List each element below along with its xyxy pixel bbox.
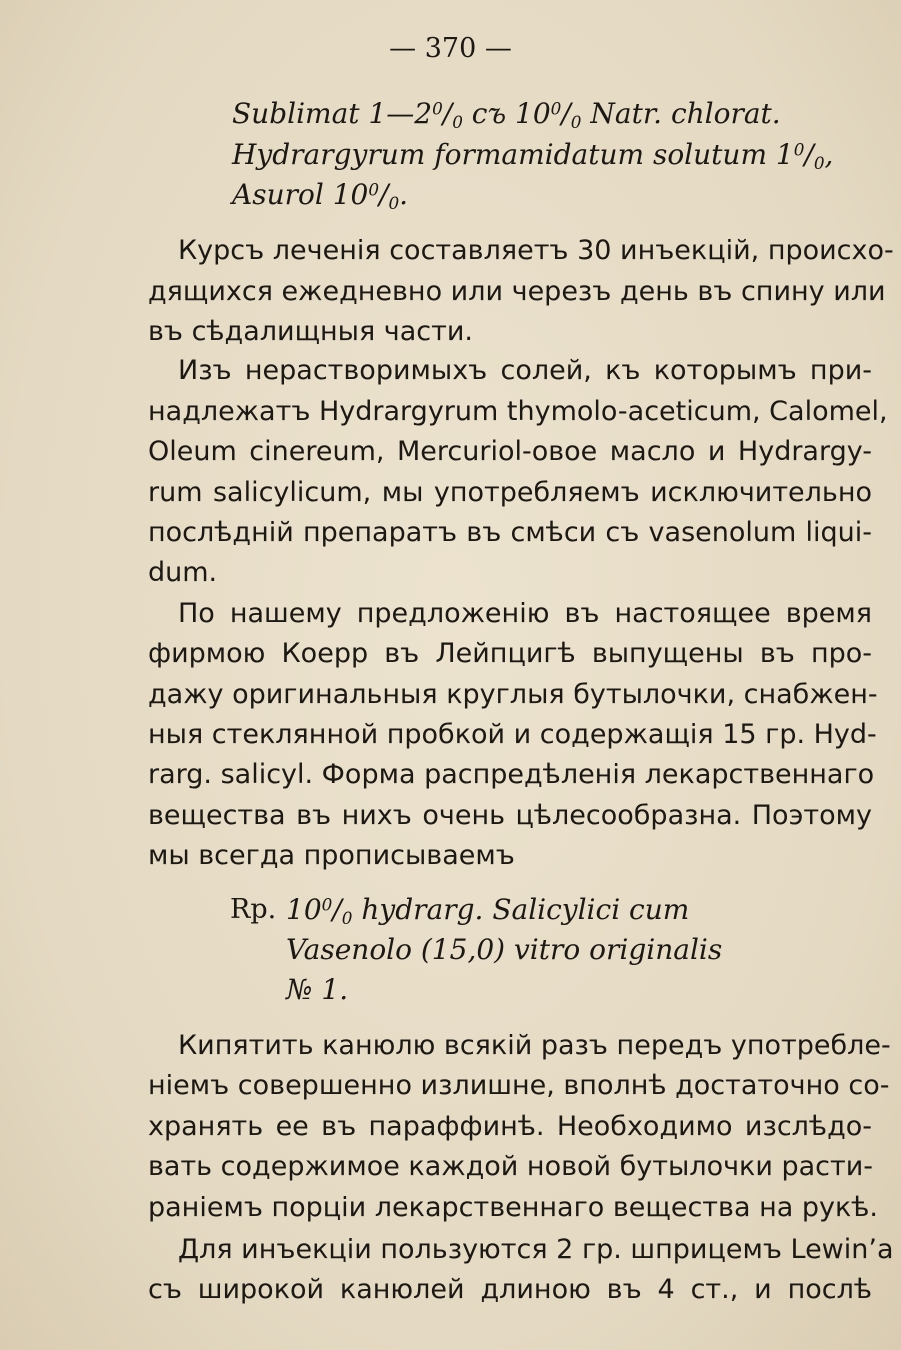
recipe-rp: Rp. [230,894,277,925]
para1-line: Курсъ леченія составляетъ 30 инъекцій, происхо- [178,235,894,266]
para3-line: ныя стеклянной пробкой и содержащія 15 гр. Hyd- [148,719,877,750]
para2-line: rum salicylicum, мы употребляемъ исключительно [148,477,872,508]
page-number: — 370 — [389,33,512,64]
para4-line: Кипятить канюлю всякій разъ передъ употребле- [178,1030,891,1061]
para4-line: ніемъ совершенно излишне, вполнѣ достаточно со- [148,1070,890,1101]
formula-line-2: Hydrargyrum formamidatum solutum $1^0/_0$, [232,138,834,174]
recipe-line-1: $10^0/_0$ hydrarg. Salicylici cum [286,893,690,929]
para3-line: По нашему предложенію въ настоящее время [178,598,872,629]
para4-line: раніемъ порціи лекарственнаго вещества на рукѣ. [148,1192,879,1223]
para5-line: Для инъекціи пользуются 2 гр. шприцемъ Lewin’а [178,1234,894,1265]
para2-line: Изъ нерастворимыхъ солей, къ которымъ при- [178,355,872,386]
para3-line: вещества въ нихъ очень цѣлесообразна. Поэтому [148,800,872,831]
para4-line: хранять ее въ параффинѣ. Необходимо изслѣдо- [148,1111,872,1142]
para2-line: dum. [148,557,218,588]
formula-line-1: Sublimat $1—2^0/_0$ съ $10^0/_0$ Natr. chlorat. [232,97,781,133]
para3-line: фирмою Коерр въ Лейпцигѣ выпущены въ про- [148,638,872,669]
formula-line-3: Asurol $10^0/_0$. [232,178,409,214]
recipe-line-3: № 1. [286,973,349,1006]
para2-line: Oleum cinereum, Mercuriol-овое масло и Hydrargy- [148,436,872,467]
recipe-line-2: Vasenolo (15,0) vitro originalis [286,933,723,966]
para3-line: мы всегда прописываемъ [148,840,515,871]
para1-line: въ сѣдалищныя части. [148,316,474,347]
para5-line: съ широкой канюлей длиною въ 4 ст., и послѣ [148,1274,872,1305]
para1-line: дящихся ежедневно или черезъ день въ спину или [148,276,886,307]
para4-line: вать содержимое каждой новой бутылочки расти- [148,1151,874,1182]
para3-line: дажу оригинальныя круглыя бутылочки, снабжен- [148,679,878,710]
para2-line: надлежатъ Hydrargyrum thymolo-aceticum, Calomel, [148,396,888,427]
para3-line: rarg. salicyl. Форма распредѣленія лекарственнаго [148,759,875,790]
para2-line: послѣдній препаратъ въ смѣси съ vasenolum liqui- [148,517,872,548]
